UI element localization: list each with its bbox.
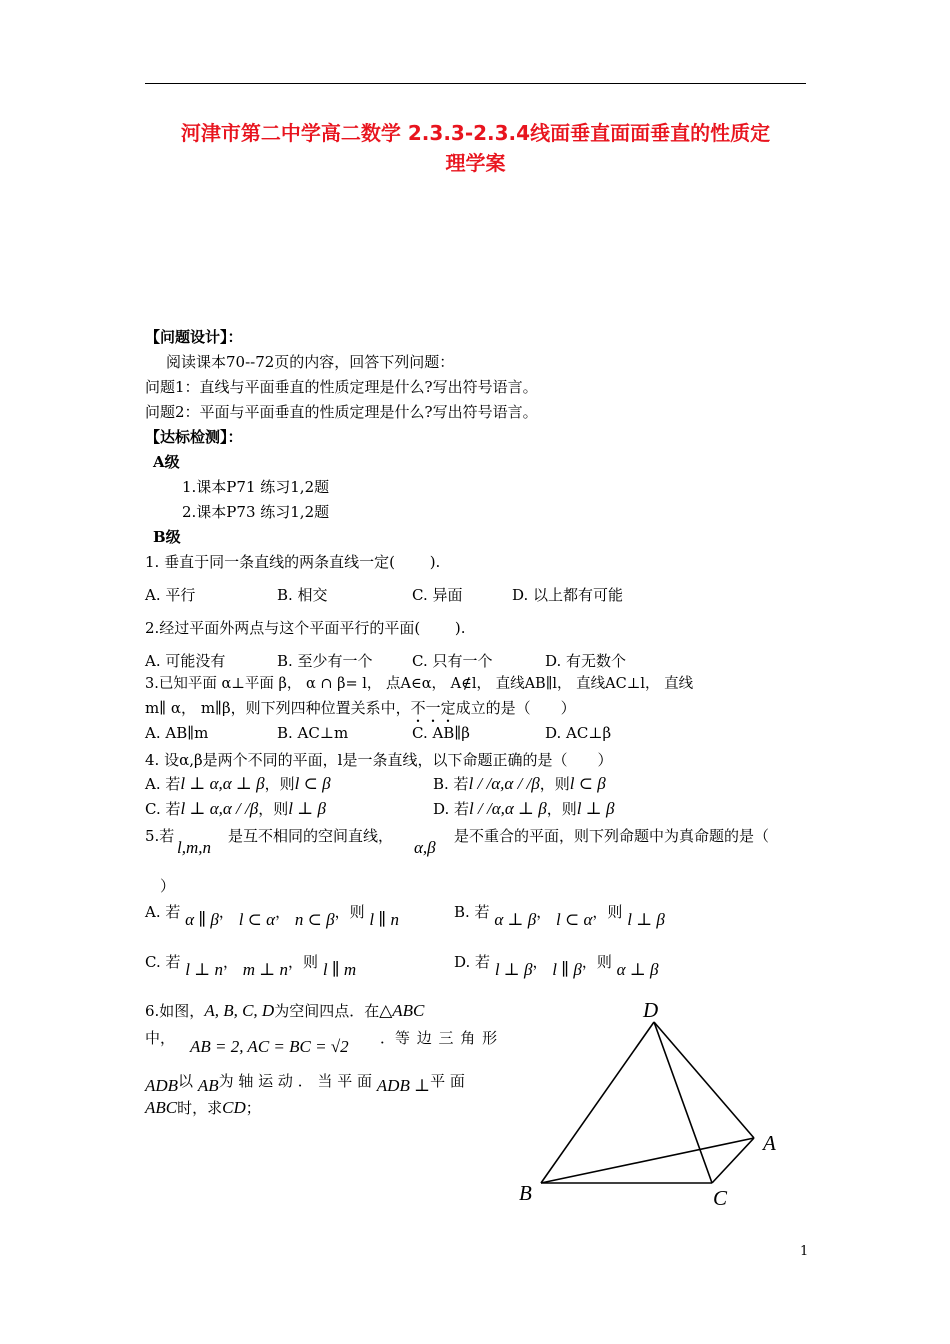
level-b-label: B级 <box>153 528 181 546</box>
option-c-prefix: C. 若 <box>145 953 181 971</box>
problem-1-option-d: D. 以上都有可能 <box>512 586 624 604</box>
option-b-result: l ⊂ β <box>569 774 606 793</box>
p6-intro: 6.如图， <box>145 1002 205 1020</box>
problem-3-option-b: B. AC⊥m <box>277 724 349 742</box>
option-c-prefix: C. 若 <box>145 800 181 818</box>
problem-2-option-b: B. 至少有一个 <box>277 652 373 670</box>
option-d-prefix: D. 若 <box>433 800 470 818</box>
p6-mid: 为空间四点．在 <box>274 1002 380 1020</box>
top-rule <box>145 83 806 84</box>
problem-4-option-b <box>433 773 606 794</box>
edge-da <box>654 1022 754 1138</box>
problem-1-stem: 1. 垂直于同一条直线的两条直线一定( ). <box>145 553 441 571</box>
problem-3-option-d: D. AC⊥β <box>545 724 612 742</box>
vertex-label-d: D <box>643 998 659 1022</box>
problem-3-stem-line-1: 3.已知平面 α⊥平面 β， α ∩ β= l， 点A∈α， A∉l， 直线AB∥l， 直线AC⊥l， 直线 <box>145 676 694 692</box>
problem-3-stem-post: 成立的是（ ） <box>455 699 576 717</box>
option-a-then: ，则 <box>264 775 295 793</box>
option-c-then: ，则 <box>258 800 289 818</box>
design-intro: 阅读课本70--72页的内容，回答下列问题： <box>166 353 455 371</box>
design-question-1: 问题1：直线与平面垂直的性质定理是什么?写出符号语言。 <box>145 378 538 396</box>
edge-ba <box>541 1138 754 1183</box>
vertex-label-c: C <box>713 1186 728 1210</box>
option-d-then: ，则 <box>581 953 612 971</box>
option-c-condition: l ⊥ α,α / /β <box>180 799 259 818</box>
p6-segment-cd: CD <box>222 1098 246 1117</box>
option-b-cond-1: α ⊥ β <box>494 910 537 929</box>
option-d-prefix: D. 若 <box>454 953 491 971</box>
problem-3-emphasis: 不一定 <box>410 699 456 717</box>
option-b-cond-2: l ⊂ α <box>556 910 593 929</box>
option-d-cond-2: l ∥ β <box>552 960 582 979</box>
p6-text: 平 面 <box>430 1072 465 1090</box>
option-c-result: l ∥ m <box>322 960 357 979</box>
problem-6-line-2-label: 中， <box>145 1029 176 1047</box>
p6-text: 时，求 <box>177 1099 223 1117</box>
option-c-cond-2: m ⊥ n <box>242 960 289 979</box>
title-line-1: 河津市第二中学高二数学 2.3.3-2.3.4线面垂直面面垂直的性质定 <box>180 121 771 145</box>
problem-5-post: 是不重合的平面，则下列命题中为真命题的是（ <box>454 827 770 845</box>
level-a-item-1: 1.课本P71 练习1,2题 <box>182 478 330 496</box>
level-a-label: A级 <box>153 453 180 471</box>
option-c-result: l ⊥ β <box>288 799 326 818</box>
p6-points: A, B, C, D <box>204 1001 275 1020</box>
problem-5-option-b <box>454 901 665 929</box>
tetrahedron-figure <box>505 995 805 1215</box>
p6-text: ； <box>245 1099 261 1117</box>
p6-text: 以 <box>178 1072 194 1090</box>
p6-triangle: △ABC <box>379 1001 425 1020</box>
p6-plane-adb: ADB ⊥ <box>376 1076 431 1095</box>
option-a-cond-3: n ⊂ β <box>294 910 335 929</box>
option-d-result: α ⊥ β <box>616 960 659 979</box>
problem-6-lengths: AB = 2, AC = BC = √2 <box>190 1037 349 1056</box>
problem-3-option-a: A. AB∥m <box>145 724 209 742</box>
option-a-result: l ⊂ β <box>294 774 331 793</box>
design-question-2: 问题2：平面与平面垂直的性质定理是什么?写出符号语言。 <box>145 403 538 421</box>
vertex-label-b: B <box>519 1181 532 1205</box>
option-b-then: ，则 <box>539 775 570 793</box>
option-b-prefix: B. 若 <box>454 903 490 921</box>
comma: ， <box>275 903 291 921</box>
problem-3-stem-pre: m∥ α， m∥β，则下列四种位置关系中， <box>145 699 411 717</box>
option-b-result: l ⊥ β <box>627 910 665 929</box>
problem-5-option-a <box>145 901 399 929</box>
check-heading: 【达标检测】： <box>145 428 243 446</box>
problem-2-option-c: C. 只有一个 <box>412 652 493 670</box>
problem-2-option-d: D. 有无数个 <box>545 652 627 670</box>
edge-dc <box>654 1022 712 1183</box>
problem-1-option-b: B. 相交 <box>277 586 328 604</box>
problem-1-option-c: C. 异面 <box>412 586 463 604</box>
option-b-condition: l / /α,α / /β <box>468 774 540 793</box>
p6-triangle-adb: ADB <box>145 1076 179 1095</box>
option-a-then: ，则 <box>334 903 365 921</box>
option-d-result: l ⊥ β <box>576 799 615 818</box>
comma: ， <box>218 903 234 921</box>
problem-2-option-a: A. 可能没有 <box>145 652 226 670</box>
page-number: 1 <box>800 1244 809 1259</box>
problem-5-close: ） <box>160 877 176 895</box>
problem-4-option-d <box>433 798 614 819</box>
option-d-cond-1: l ⊥ β <box>494 960 533 979</box>
problem-4-option-c <box>145 798 326 819</box>
option-a-prefix: A. 若 <box>145 775 181 793</box>
problem-6-line-4 <box>145 1097 261 1118</box>
problem-5-option-c <box>145 951 357 979</box>
option-a-condition: l ⊥ α,α ⊥ β <box>180 774 265 793</box>
option-a-cond-1: α ∥ β <box>185 910 219 929</box>
comma: ， <box>536 903 552 921</box>
option-d-condition: l / /α,α ⊥ β <box>469 799 547 818</box>
option-a-prefix: A. 若 <box>145 903 181 921</box>
level-a-item-2: 2.课本P73 练习1,2题 <box>182 503 330 521</box>
option-b-prefix: B. 若 <box>433 775 469 793</box>
problem-4-option-a <box>145 773 331 794</box>
problem-5-mid: 是互不相同的空间直线， <box>228 827 394 845</box>
problem-2-stem: 2.经过平面外两点与这个平面平行的平面( ). <box>145 619 466 637</box>
option-b-then: ，则 <box>592 903 623 921</box>
problem-5-planes: α,β <box>414 838 436 857</box>
option-c-then: ，则 <box>288 953 319 971</box>
option-c-cond-1: l ⊥ n <box>185 960 223 979</box>
problem-3-stem-line-2 <box>145 697 576 726</box>
option-a-cond-2: l ⊂ α <box>238 910 276 929</box>
doc-title <box>145 118 806 178</box>
comma: ， <box>222 953 238 971</box>
problem-5-lines: l,m,n <box>177 838 211 857</box>
problem-3-option-c: C. AB∥β <box>412 724 470 742</box>
option-d-then: ，则 <box>546 800 577 818</box>
problem-1-option-a: A. 平行 <box>145 586 196 604</box>
problem-4-stem: 4. 设α,β是两个不同的平面，l是一条直线，以下命题正确的是（ ） <box>145 751 613 769</box>
problem-5-option-d <box>454 951 659 979</box>
p6-plane-abc: ABC <box>145 1098 178 1117</box>
problem-6-line-2-post: ．等 边 三 角 形 <box>380 1029 498 1047</box>
edge-db <box>541 1022 654 1183</box>
p6-axis-ab: AB <box>197 1076 219 1095</box>
design-heading: 【问题设计】： <box>145 328 243 346</box>
title-line-2: 理学案 <box>445 151 506 175</box>
problem-6-line-1 <box>145 1000 424 1021</box>
problem-6-line-3 <box>145 1070 465 1095</box>
p6-text: 为 轴 运 动 ． 当 平 面 <box>218 1072 373 1090</box>
option-a-result: l ∥ n <box>369 910 399 929</box>
problem-5-prefix: 5.若 <box>145 827 175 845</box>
comma: ， <box>532 953 548 971</box>
vertex-label-a: A <box>763 1131 776 1155</box>
